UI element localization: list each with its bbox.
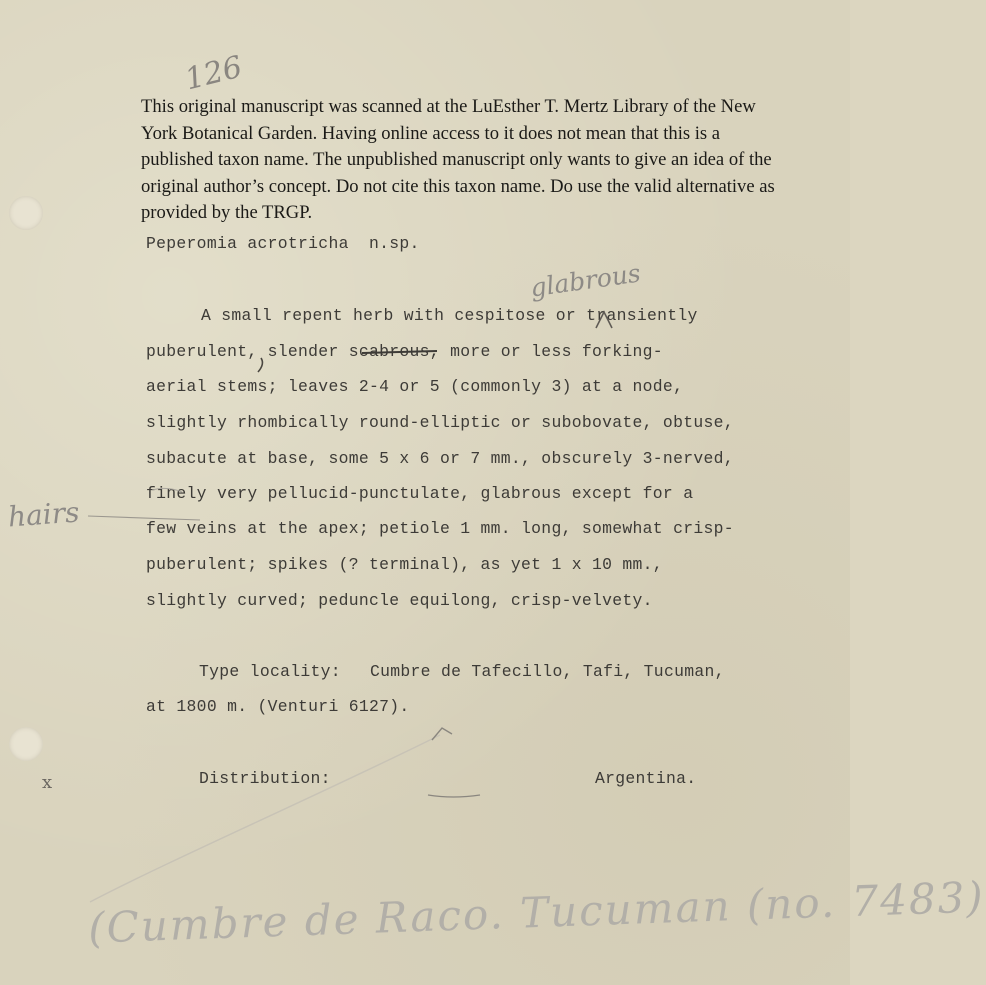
description-line: slightly rhombically round-elliptic or subobovate, obtuse, (146, 413, 734, 432)
strikethrough-mark (362, 351, 437, 353)
description-line: slightly curved; peduncle equilong, crisp-velvety. (146, 591, 653, 610)
description-line: aerial stems; leaves 2-4 or 5 (commonly 3) at a node, (146, 377, 684, 396)
type-locality-label: Type locality: (199, 662, 341, 681)
comma-insert-mark (258, 358, 262, 372)
handwritten-bottom-note: (Cumbre de Raco. Tucuman (no. 7483) (87, 872, 986, 953)
type-locality-continued: at 1800 m. (Venturi 6127). (146, 697, 410, 716)
description-line: puberulent, slender scabrous, more or less forking- (146, 342, 663, 361)
underline-dash-mark (428, 795, 480, 797)
distribution-label: Distribution: (199, 769, 331, 788)
handwritten-number: 126 (181, 49, 246, 98)
curved-pencil-line (90, 735, 440, 902)
description-line: A small repent herb with cespitose or transiently (201, 306, 698, 325)
handwritten-insert-glabrous: glabrous (528, 258, 643, 303)
description-line: few veins at the apex; petiole 1 mm. long, somewhat crisp- (146, 519, 734, 538)
description-line: subacute at base, some 5 x 6 or 7 mm., obscurely 3-nerved, (146, 449, 734, 468)
type-locality-value: Cumbre de Tafecillo, Tafi, Tucuman, (370, 662, 725, 681)
margin-guide-line (88, 516, 200, 520)
description-line: finely very pellucid-punctulate, glabrous except for a (146, 484, 694, 503)
copyright-notice: This original manuscript was scanned at the LuEsther T. Mertz Library of the New York Botanical Garden. Having online access to it does not mean that this is a published taxon name. The unpublished manuscript only wants to give an idea of the original author’s concept. Do not cite this taxon name. Do use the valid alternative as provided by the TRGP. (141, 96, 775, 223)
distribution-value: Argentina. (595, 769, 697, 788)
caret-insert-mark (596, 312, 612, 328)
margin-tick-mark (152, 488, 182, 492)
description-line: puberulent; spikes (? terminal), as yet 1 x 10 mm., (146, 555, 663, 574)
handwritten-margin-hairs: hairs (6, 495, 81, 534)
handwritten-margin-x: x (42, 772, 53, 793)
species-title: Peperomia acrotricha n.sp. (146, 234, 420, 253)
